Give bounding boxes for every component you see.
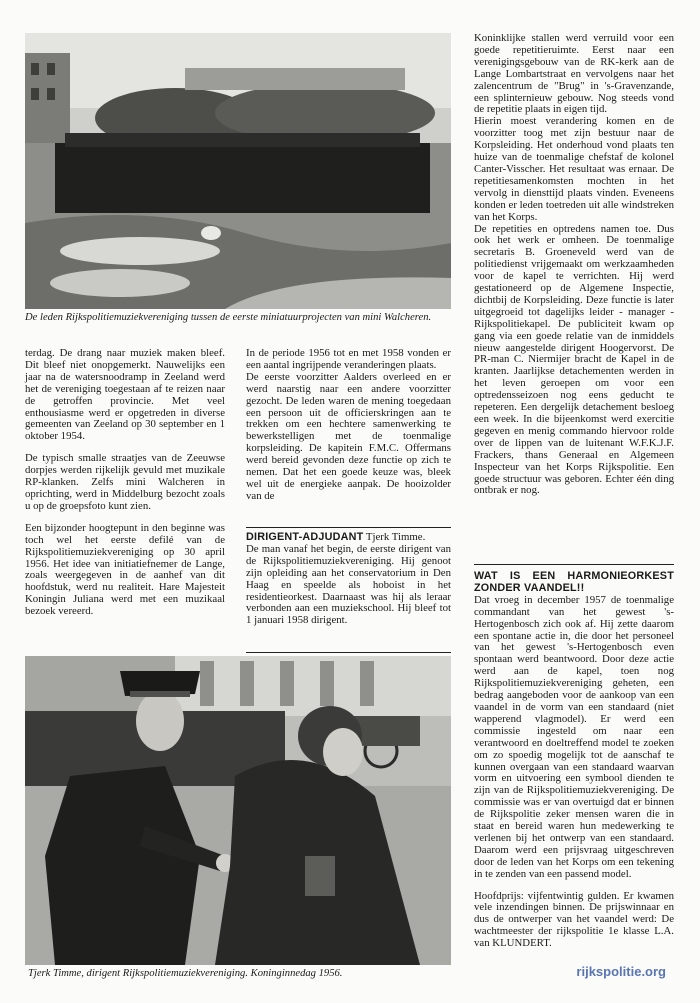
col2-paragraph-2: De eerste voorzitter Aalders overleed en er werd naarstig naar een andere voorzitter gezocht. De leden waren de mening toegedaan een persoon uit de officierskringen aan te trekken om een hechtere samenwerking te bewerkstelligen met de toenmalige korpsleiding. De kapitein F.M.C. Offermans werd bereid gevonden deze functie op zich te nemen. Dat het een goede keuze was, bleek wel uit de energieke aanpak. De hooizolder van de xyxy=(246,370,451,502)
group-photo-illustration xyxy=(25,33,451,309)
col2-paragraph-1: In de periode 1956 tot en met 1958 vonden er een aantal ingrijpende veranderingen plaats. xyxy=(246,347,451,371)
col3-paragraph-3: De repetities en optredens namen toe. Dus ook het werk er omheen. De toenmalige secretaris B. Groeneveld werd van de politiedienst vrijgemaakt om werkzaamheden voor de kapel te verrichten. Hij werd gestationeerd op de Algemene Inspectie, dichtbij de Korpsleiding. Deze functie is later uitgegroeid tot dagelijks leider - manager - Rijkspolitiekapel. De publiciteit kwam op gang via een goede relatie van de inmiddels nieuw aangestelde dirigent Hoogervorst. De PR-man C. Niermijer bracht de Kapel in de kranten. Jaarlijkse detachementen werden in het leven geroepen om voor een optredensseizoen nog eens geducht te repeteren. Een dergelijk detachement besloeg een week. In die bijeenkomst werd exercitie gegeven en menig commando hiervoor rolde over de lippen van de luitenant W.F.K.J.F. Frackers, thans Generaal en Algemeen Inspecteur van het Korps Rijkspolitie. Een goede structuur was geboren. Echter één ding ontbrak er nog. xyxy=(474,222,674,497)
col3-paragraph-1: Koninklijke stallen werd verruild voor een goede repetitieruimte. Eerst naar een verenigingsgebouw van de RK-kerk aan de Lange Lombartstraat en vervolgens naar het zalencentrum de "Brug" in 's-Gravenzande, een splinternieuw gebouw. Nog steeds vond de repetitie plaats in eigen tijd. xyxy=(474,32,674,116)
column-3 xyxy=(474,33,674,497)
column-2-lower xyxy=(246,532,451,627)
col1-paragraph-3: Een bijzonder hoogtepunt in den beginne was toch wel het eerste defilé van de Rijkspolitiemuziekvereniging op 30 april 1956. Het idee van initiatiefnemer de Lange, zoals weergegeven in de aanhef van dit hoofdstuk, werd nu realiteit. Hare Majesteit Koningin Juliana werd met een muzikaal bezoek vereerd. xyxy=(25,521,225,618)
harmonieorkest-heading: WAT IS EEN HARMONIEORKEST ZONDER VAANDEL!! xyxy=(474,570,674,594)
col2-paragraph-3: De man vanaf het begin, de eerste dirigent van de Rijkspolitiemuziekvereniging. Hij genoot zijn opleiding aan het conservatorium in Den Haag en speelde als hoboist in het residentieorkest. Daarnaast was hij als leraar verbonden aan een muziekschool. Hij bleef tot 1 januari 1958 dirigent. xyxy=(246,542,451,627)
site-watermark: rijkspolitie.org xyxy=(576,964,666,979)
dirigent-heading: DIRIGENT-ADJUDANT xyxy=(246,531,364,543)
group-photo xyxy=(25,33,451,309)
dirigent-heading-name: Tjerk Timme. xyxy=(363,531,426,543)
section-divider-bottom xyxy=(246,652,451,653)
col3-paragraph-2: Hierin moest verandering komen en de voorzitter toog met zijn bestuur naar de Korpsleiding. Het onderhoud vond plaats ten huize van de toenmalige chefstaf de kolonel Canter-Visscher. Het resultaat was ernaar. De repetitiesamenkomsten mochten in het vervolg in diensttijd plaats vinden. Eveneens konden er leden toetreden uit alle windstreken van het Korps. xyxy=(474,115,674,223)
group-photo-caption: De leden Rijkspolitiemuziekvereniging tussen de eerste miniatuurprojecten van mini Walcheren. xyxy=(25,312,432,323)
col3-paragraph-5: Hoofdprijs: vijfentwintig gulden. Er kwamen vele inzendingen binnen. De prijswinnaar en dus de ontwerper van het vaandel werd: De wachtmeester der rijkspolitie 1e klasse L.A. van KLUNDERT. xyxy=(474,889,674,950)
handshake-photo-caption: Tjerk Timme, dirigent Rijkspolitiemuziekvereniging. Koninginnedag 1956. xyxy=(28,968,343,979)
column-3-divider xyxy=(474,564,674,565)
column-2 xyxy=(246,348,451,503)
column-1 xyxy=(25,348,225,618)
col1-paragraph-2: De typisch smalle straatjes van de Zeeuwse dorpjes werden rijkelijk gevuld met muzikale RP-klanken. Zelfs mini Walcheren in oprichting, werd in Middelburg bezocht zoals u op de groepsfoto kunt zien. xyxy=(25,452,225,512)
col3-paragraph-4: Dat vroeg in december 1957 de toenmalige commandant van het gewest 's-Hertogenbosch zich ook af. Hij zette daarom een spontane actie in, die door het personeel van het gewest 's-Hertogenbosch even spontaan werd beantwoord. Door deze actie werd aan de kapel, toen nog Rijkspolitiemuziekvereniging geheten, een bedrag aangeboden voor de aankoop van een vaandel in de vorm van een standaard (niet wapperend vlagmodel). Er werd een commissie ingesteld om naar een verantwoord en doeltreffend model te zoeken om zo spoedig mogelijk tot de aanschaf te kunnen overgaan van een standaard waarvan vorm en uitvoering een symbool dienden te zijn van de Rijkspolitiemuziekvereniging. De commissie was er van overtuigd dat er binnen de Rijkspolitie zeker mensen waren die in staat en bereid waren hun medewerking te verlenen bij het ontwerp van een standaard. Daarom werd een prijsvraag uitgeschreven door de leden van het Korps om een tekening in te zenden van een passend model. xyxy=(474,593,674,880)
section-divider xyxy=(246,527,451,528)
column-3-lower xyxy=(474,571,674,950)
handshake-photo xyxy=(25,656,451,965)
handshake-photo-illustration xyxy=(25,656,451,965)
col1-paragraph-1: terdag. De drang naar muziek maken bleef. Dit bleef niet onopgemerkt. Nauwelijks een jaar na de watersnoodramp in Zeeland werd het de vereniging toegestaan af te reizen naar de getroffen provincie. Met veel enthousiasme werd er opgetreden in diverse gemeenten van Zeeland op 30 september en 1 oktober 1954. xyxy=(25,347,225,443)
